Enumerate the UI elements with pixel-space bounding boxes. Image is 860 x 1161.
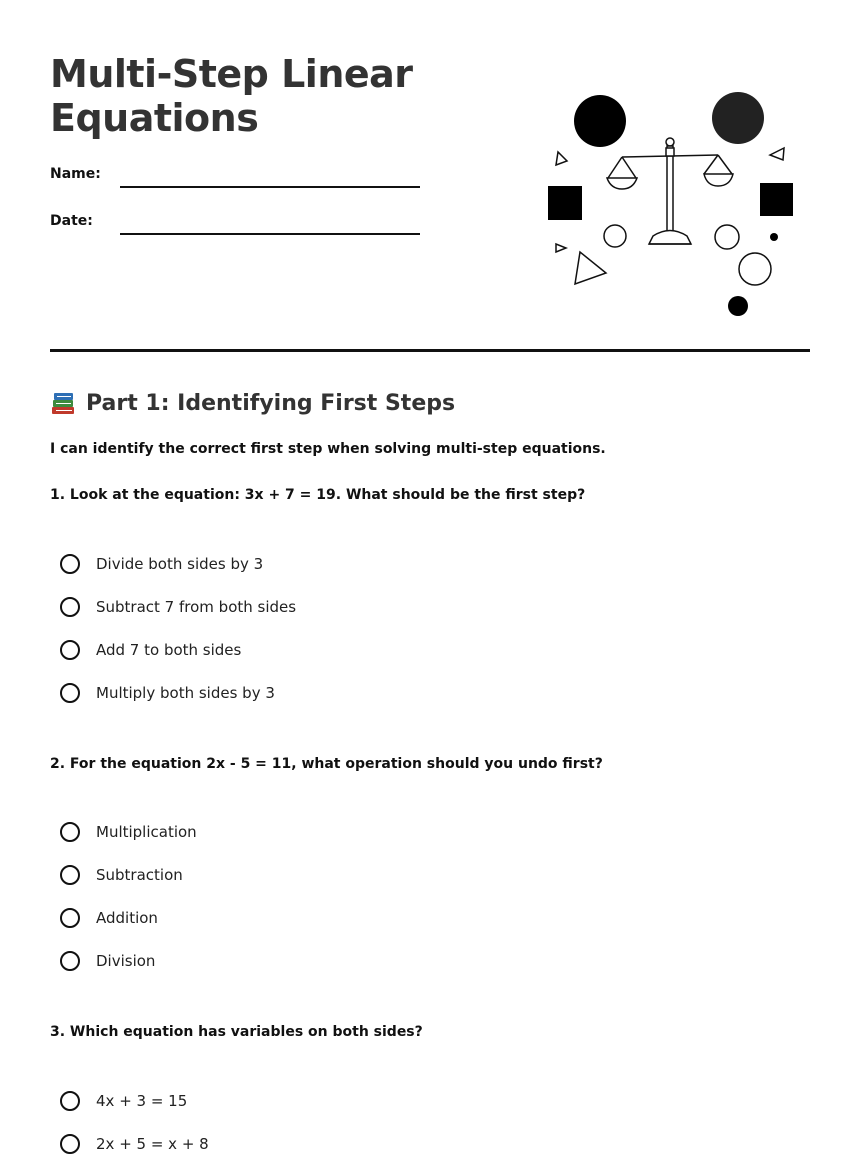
- q3-option-b[interactable]: [60, 1131, 209, 1157]
- radio-button[interactable]: [60, 1091, 80, 1111]
- radio-button[interactable]: [60, 640, 80, 660]
- question-2-text: 2. For the equation 2x - 5 = 11, what operation should you undo first?: [50, 756, 603, 772]
- radio-button[interactable]: [60, 1134, 80, 1154]
- q2-option-c[interactable]: [60, 905, 158, 931]
- name-field[interactable]: [50, 166, 430, 196]
- shape-circle: [715, 225, 739, 249]
- q2-option-d[interactable]: [60, 948, 155, 974]
- q1-option-a[interactable]: [60, 551, 263, 577]
- shape-dot: [770, 233, 778, 241]
- worksheet-title: Multi-Step Linear Equations: [50, 52, 413, 140]
- shape-circle: [712, 92, 764, 144]
- option-label: Subtraction: [96, 866, 183, 884]
- option-label: Divide both sides by 3: [96, 555, 264, 573]
- radio-button[interactable]: [60, 865, 80, 885]
- shape-triangle: [770, 148, 784, 160]
- name-line[interactable]: [120, 186, 420, 188]
- option-label: Division: [96, 952, 156, 970]
- option-label: 2x + 5 = x + 8: [96, 1135, 209, 1153]
- date-field[interactable]: [50, 213, 430, 243]
- books-icon: [50, 391, 76, 417]
- shape-circle: [739, 253, 771, 285]
- q3-option-a[interactable]: [60, 1088, 187, 1114]
- shape-triangle: [575, 252, 606, 284]
- option-label: Addition: [96, 909, 158, 927]
- option-label: Multiplication: [96, 823, 197, 841]
- radio-button[interactable]: [60, 908, 80, 928]
- option-label: Subtract 7 from both sides: [96, 598, 297, 616]
- q2-option-a[interactable]: [60, 819, 197, 845]
- name-label: Name:: [50, 166, 101, 182]
- q1-option-d[interactable]: [60, 680, 275, 706]
- shape-triangle: [556, 152, 567, 165]
- question-3-text: 3. Which equation has variables on both sides?: [50, 1024, 423, 1040]
- option-label: 4x + 3 = 15: [96, 1092, 188, 1110]
- radio-button[interactable]: [60, 822, 80, 842]
- shape-square: [760, 183, 793, 216]
- radio-button[interactable]: [60, 951, 80, 971]
- radio-button[interactable]: [60, 554, 80, 574]
- date-line[interactable]: [120, 233, 420, 235]
- balance-scale-illustration: [540, 85, 810, 325]
- shape-dot: [728, 296, 748, 316]
- part1-heading: [50, 389, 455, 419]
- option-label: Multiply both sides by 3: [96, 684, 275, 702]
- question-1-text: 1. Look at the equation: 3x + 7 = 19. What should be the first step?: [50, 487, 586, 503]
- q1-option-c[interactable]: [60, 637, 241, 663]
- header-divider: [50, 349, 810, 352]
- shape-triangle: [556, 244, 566, 252]
- date-label: Date:: [50, 213, 93, 229]
- shape-circle: [604, 225, 626, 247]
- shape-circle: [574, 95, 626, 147]
- learning-objective: I can identify the correct first step when solving multi-step equations.: [50, 441, 606, 457]
- radio-button[interactable]: [60, 683, 80, 703]
- q2-option-b[interactable]: [60, 862, 183, 888]
- part1-title: Part 1: Identifying First Steps: [86, 391, 456, 416]
- shape-square: [548, 186, 582, 220]
- q1-option-b[interactable]: [60, 594, 296, 620]
- balance-scale-icon: [607, 138, 733, 244]
- option-label: Add 7 to both sides: [96, 641, 242, 659]
- radio-button[interactable]: [60, 597, 80, 617]
